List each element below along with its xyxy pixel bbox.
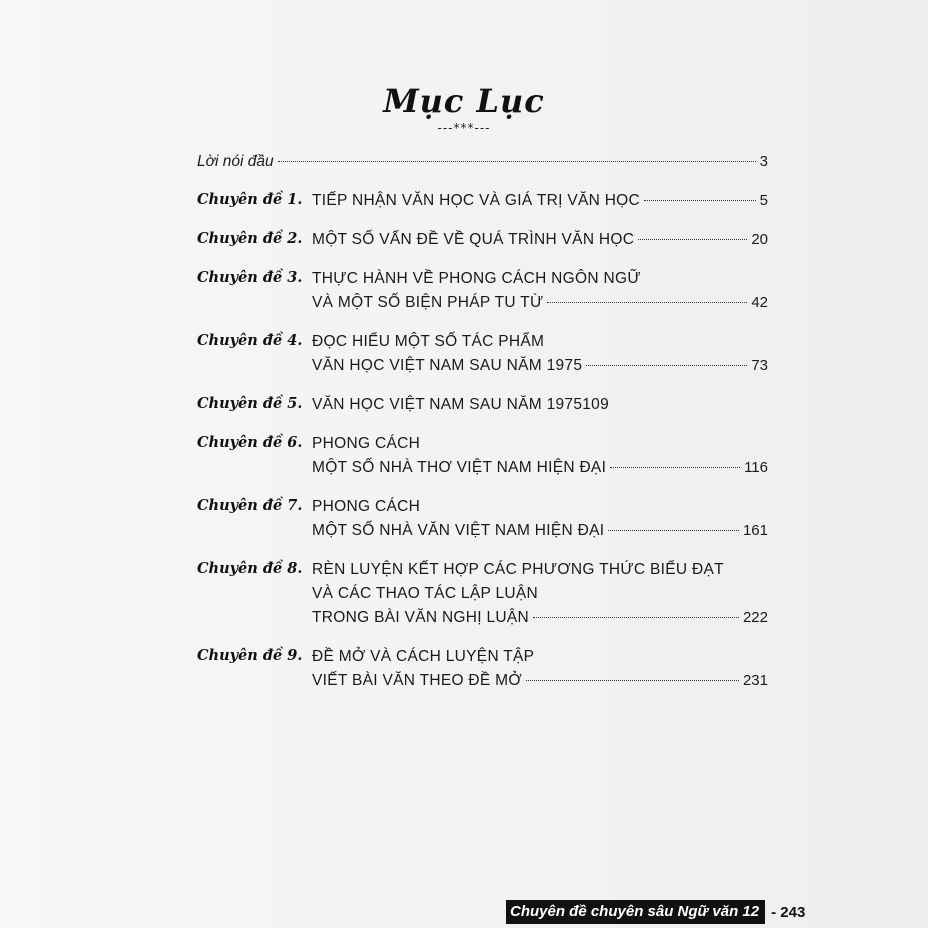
toc-line	[312, 330, 768, 354]
toc-entry-label: Chuyên đề 7.	[197, 497, 303, 514]
toc-line-text: PHONG CÁCH	[312, 435, 421, 452]
toc-line	[312, 669, 768, 693]
toc-page-number: 231	[742, 672, 768, 689]
page-title: Mục Lục	[383, 82, 545, 120]
dot-leader	[608, 530, 739, 531]
toc-line	[312, 228, 768, 252]
toc-entry	[197, 330, 768, 378]
toc-entry-label: Chuyên đề 5.	[197, 395, 303, 412]
dot-leader	[533, 617, 739, 618]
toc-line	[312, 606, 768, 630]
toc-page-number: 5	[759, 192, 768, 209]
toc-entry-label: Chuyên đề 1.	[197, 191, 303, 208]
toc-line	[312, 645, 768, 669]
title-decoration: ---***---	[437, 121, 491, 135]
toc-entry-label: Chuyên đề 8.	[197, 560, 303, 577]
table-of-contents	[197, 150, 768, 708]
toc-page-number: 73	[751, 357, 768, 374]
toc-entry	[197, 558, 768, 630]
toc-entry-label: Chuyên đề 6.	[197, 434, 303, 451]
toc-entry	[197, 228, 768, 252]
toc-line	[312, 582, 768, 606]
toc-entry	[197, 645, 768, 693]
toc-line-text: VÀ MỘT SỐ BIỆN PHÁP TU TỪ	[312, 294, 544, 311]
toc-entry	[197, 393, 768, 417]
toc-line-text: THỰC HÀNH VỀ PHONG CÁCH NGÔN NGỮ	[312, 270, 641, 287]
toc-line-text: RÈN LUYỆN KẾT HỢP CÁC PHƯƠNG THỨC BIỂU ĐẠT	[312, 561, 724, 578]
toc-line	[312, 354, 768, 378]
toc-line	[312, 432, 768, 456]
toc-line-text: ĐỌC HIỂU MỘT SỐ TÁC PHẨM	[312, 333, 545, 350]
dot-leader	[547, 302, 747, 303]
dot-leader	[526, 680, 739, 681]
toc-entry	[197, 189, 768, 213]
toc-entry	[197, 150, 768, 174]
toc-entry-label: Chuyên đề 2.	[197, 230, 303, 247]
toc-line-text: VIẾT BÀI VĂN THEO ĐỀ MỞ	[312, 672, 522, 689]
toc-entry	[197, 432, 768, 480]
toc-line-text: PHONG CÁCH	[312, 498, 421, 515]
toc-page-number: 42	[751, 294, 768, 311]
toc-page-number: 3	[759, 153, 768, 170]
toc-line-text: VÀ CÁC THAO TÁC LẬP LUẬN	[312, 585, 538, 602]
toc-page-number: 20	[751, 231, 768, 248]
dot-leader	[586, 365, 747, 366]
toc-line	[197, 150, 768, 174]
toc-line-text: TIẾP NHẬN VĂN HỌC VÀ GIÁ TRỊ VĂN HỌC	[312, 192, 641, 209]
toc-line-text: MỘT SỐ VẤN ĐỀ VỀ QUÁ TRÌNH VĂN HỌC	[312, 231, 635, 248]
toc-line-text: ĐỀ MỞ VÀ CÁCH LUYỆN TẬP	[312, 648, 535, 665]
toc-line	[312, 558, 768, 582]
footer-book-title: Chuyên đề chuyên sâu Ngữ văn 12	[506, 900, 765, 924]
toc-entry-label: Chuyên đề 9.	[197, 647, 303, 664]
toc-line-text: VĂN HỌC VIỆT NAM SAU NĂM 1975109	[312, 396, 610, 413]
toc-entry	[197, 495, 768, 543]
dot-leader	[638, 239, 747, 240]
toc-line	[312, 495, 768, 519]
toc-page-number: 116	[744, 459, 768, 476]
toc-line	[312, 189, 768, 213]
toc-line	[312, 519, 768, 543]
toc-line	[312, 456, 768, 480]
toc-page-number: 161	[742, 522, 768, 539]
toc-entry-label: Chuyên đề 4.	[197, 332, 303, 349]
toc-entry	[197, 267, 768, 315]
toc-line	[312, 291, 768, 315]
toc-line	[312, 393, 768, 417]
footer-page-number: - 243	[771, 903, 806, 921]
toc-line-text: TRONG BÀI VĂN NGHỊ LUẬN	[312, 609, 530, 626]
toc-line-text: VĂN HỌC VIỆT NAM SAU NĂM 1975	[312, 357, 583, 374]
dot-leader	[610, 467, 740, 468]
toc-line	[312, 267, 768, 291]
toc-line-text: MỘT SỐ NHÀ VĂN VIỆT NAM HIỆN ĐẠI	[312, 522, 605, 539]
page-footer	[506, 900, 805, 924]
toc-line-text: MỘT SỐ NHÀ THƠ VIỆT NAM HIỆN ĐẠI	[312, 459, 607, 476]
dot-leader	[644, 200, 756, 201]
toc-entry-label: Chuyên đề 3.	[197, 269, 303, 286]
toc-page-number: 222	[742, 609, 768, 626]
toc-line-text: Lời nói đầu	[197, 153, 274, 170]
dot-leader	[278, 161, 756, 162]
